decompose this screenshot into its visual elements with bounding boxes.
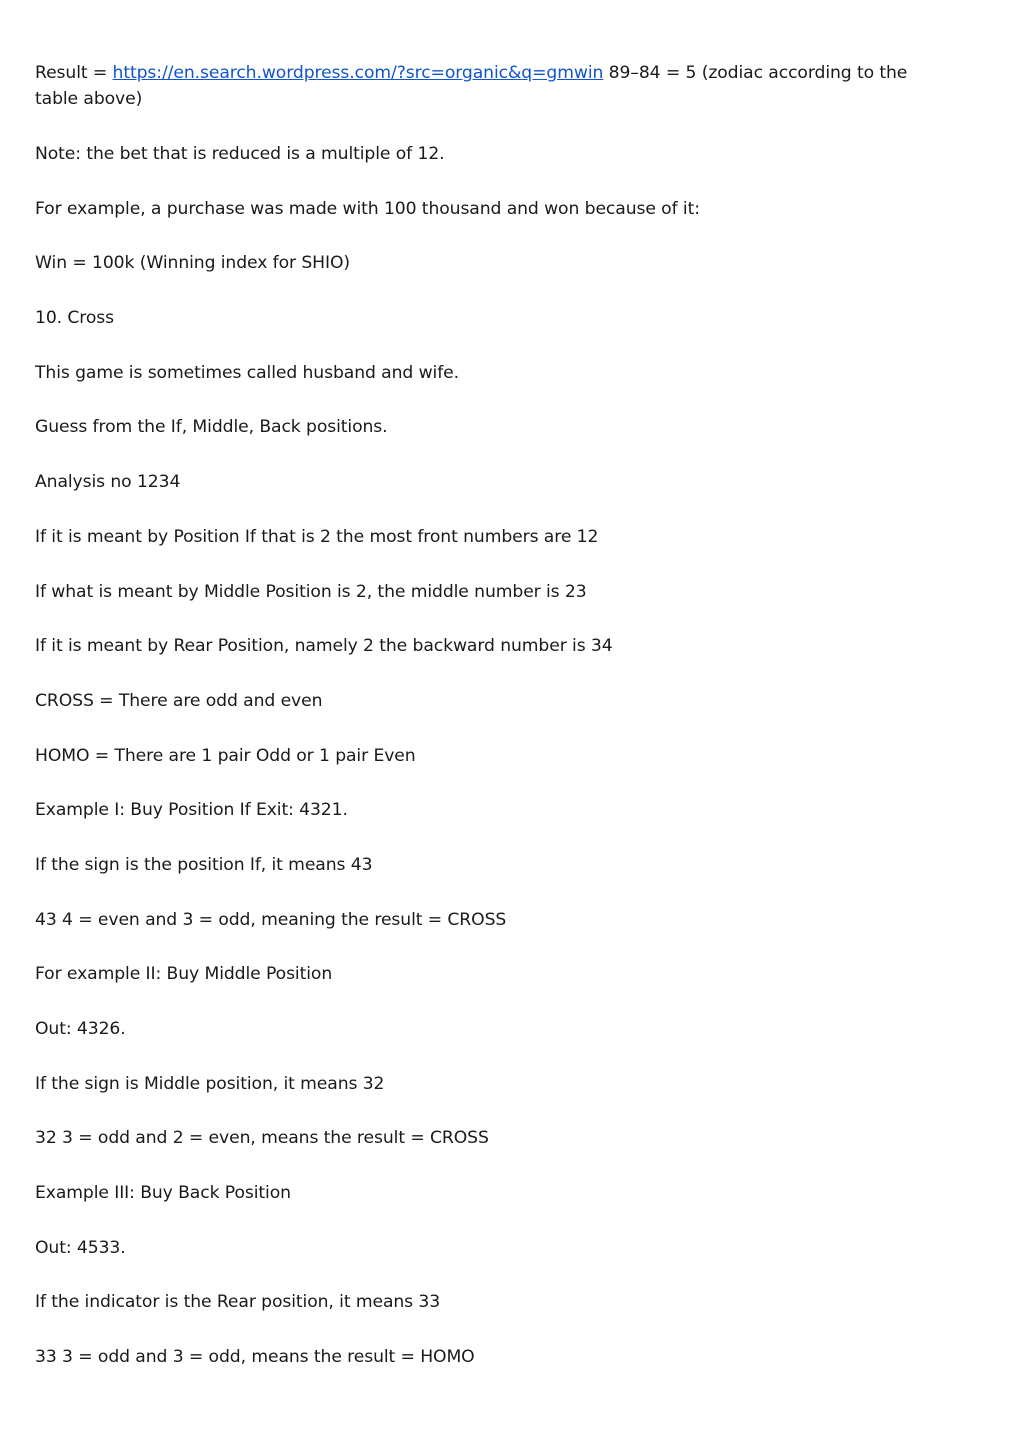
paragraph: Example III: Buy Back Position [35, 1183, 291, 1204]
result-prefix: Result = [35, 63, 113, 83]
paragraph: 43 4 = even and 3 = odd, meaning the result = CROSS [35, 909, 507, 930]
paragraph: Out: 4326. [35, 1019, 126, 1039]
paragraph: Win = 100k (Winning index for SHIO) [35, 253, 350, 274]
paragraph: 33 3 = odd and 3 = odd, means the result = HOMO [35, 1347, 475, 1368]
paragraph: If the sign is the position If, it means 43 [35, 854, 373, 875]
result-paragraph [35, 60, 955, 112]
paragraph: If what is meant by Middle Position is 2, the middle number is 23 [35, 581, 587, 602]
paragraph: This game is sometimes called husband and wife. [35, 362, 459, 383]
paragraph: CROSS = There are odd and even [35, 690, 323, 711]
paragraph: 32 3 = odd and 2 = even, means the result = CROSS [35, 1128, 489, 1149]
paragraph: Analysis no 1234 [35, 472, 181, 493]
paragraph: Example I: Buy Position If Exit: 4321. [35, 800, 348, 821]
section-heading: 10. Cross [35, 308, 115, 329]
paragraph: For example, a purchase was made with 100 thousand and won because of it: [35, 198, 700, 219]
result-suffix: 89–84 = 5 (zodiac according to the table above) [35, 63, 908, 109]
paragraph: If the sign is Middle position, it means 32 [35, 1073, 385, 1094]
paragraph: Guess from the If, Middle, Back positions. [35, 417, 388, 438]
paragraph: If the indicator is the Rear position, it means 33 [35, 1292, 441, 1313]
paragraph: If it is meant by Rear Position, namely 2 the backward number is 34 [35, 636, 613, 657]
paragraph: Note: the bet that is reduced is a multiple of 12. [35, 144, 445, 164]
paragraph: For example II: Buy Middle Position [35, 964, 333, 985]
paragraph: Out: 4533. [35, 1237, 126, 1258]
paragraph: HOMO = There are 1 pair Odd or 1 pair Even [35, 745, 416, 766]
document-body [35, 60, 955, 1399]
search-link[interactable]: https://en.search.wordpress.com/?src=organic&q=gmwin [112, 63, 604, 83]
paragraph: If it is meant by Position If that is 2 the most front numbers are 12 [35, 526, 599, 547]
